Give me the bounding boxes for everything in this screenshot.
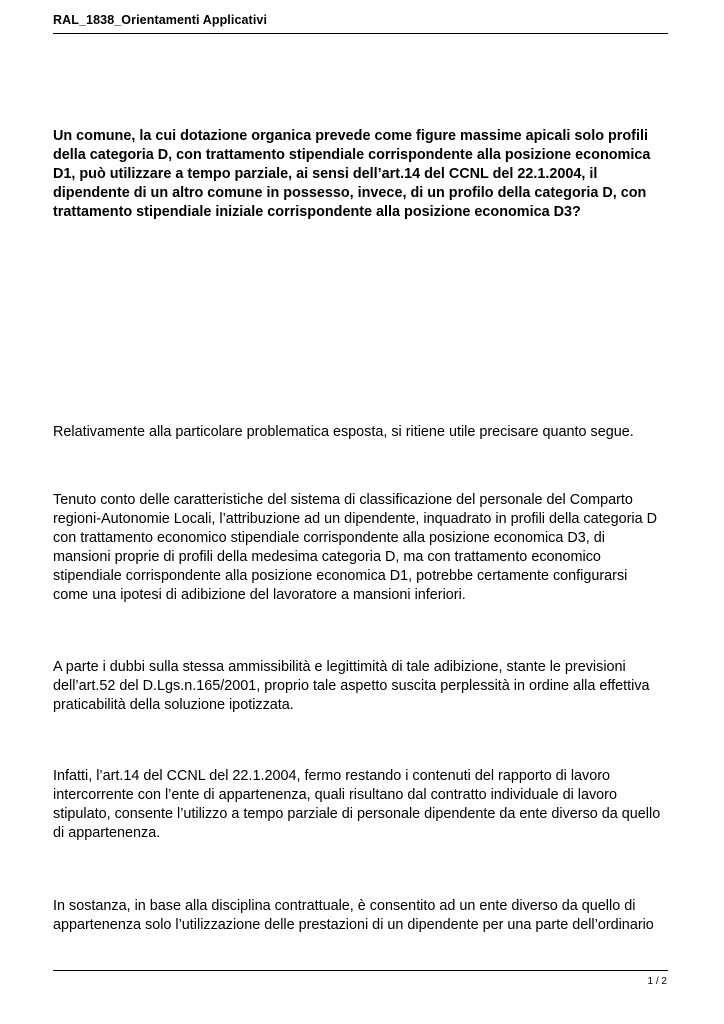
answer-paragraph-summary [53,897,673,935]
question-paragraph [53,127,673,222]
answer-paragraph-ccnl [53,767,673,843]
answer-line: di appartenenza. [53,825,161,841]
answer-line: appartenenza solo l’utilizzazione delle prestazioni di un dipendente per una parte dell’ordinario [53,917,654,933]
question-line: dipendente di un altro comune in possesso, invece, di un profilo della categoria D, con [53,185,647,201]
answer-line: stipulato, consente l’utilizzo a tempo parziale di personale dipendente da ente diverso da quello [53,806,661,822]
document-header-title: RAL_1838_Orientamenti Applicativi [53,13,268,27]
answer-line: dell’art.52 del D.Lgs.n.165/2001, proprio tale aspetto suscita perplessità in ordine alla effettiva [53,678,650,694]
question-line: D1, può utilizzare a tempo parziale, ai sensi dell’art.14 del CCNL del 22.1.2004, il [53,166,598,182]
answer-line: come una ipotesi di adibizione del lavoratore a mansioni inferiori. [53,587,466,603]
question-line: della categoria D, con trattamento stipendiale corrispondente alla posizione economica [53,147,651,163]
answer-paragraph-doubts [53,658,673,715]
answer-line: Relativamente alla particolare problematica esposta, si ritiene utile precisare quanto segue. [53,424,634,440]
answer-line: Infatti, l’art.14 del CCNL del 22.1.2004, fermo restando i contenuti del rapporto di lavoro [53,768,611,784]
answer-line: mansioni proprie di profili della medesima categoria D, ma con trattamento economico [53,549,601,565]
answer-line: stipendiale corrispondente alla posizione economica D1, potrebbe certamente configurarsi [53,568,628,584]
answer-paragraph-classification [53,491,673,605]
answer-paragraph-intro [53,423,673,442]
answer-line: Tenuto conto delle caratteristiche del sistema di classificazione del personale del Comparto [53,492,633,508]
answer-line: regioni-Autonomie Locali, l’attribuzione ad un dipendente, inquadrato in profili della categoria D [53,511,657,527]
answer-line: praticabilità della soluzione ipotizzata. [53,697,294,713]
header-divider [53,33,668,34]
question-line: Un comune, la cui dotazione organica prevede come figure massime apicali solo profili [53,128,648,144]
answer-line: intercorrente con l’ente di appartenenza, quali risultano dal contratto individuale di lavoro [53,787,617,803]
answer-line: con trattamento economico stipendiale corrispondente alla posizione economica D3, di [53,530,605,546]
question-line: trattamento stipendiale iniziale corrispondente alla posizione economica D3? [53,204,581,220]
footer-divider [53,970,668,971]
answer-line: A parte i dubbi sulla stessa ammissibilità e legittimità di tale adibizione, stante le previsioni [53,659,626,675]
page-number: 1 / 2 [647,976,667,987]
answer-line: In sostanza, in base alla disciplina contrattuale, è consentito ad un ente diverso da quello di [53,898,636,914]
